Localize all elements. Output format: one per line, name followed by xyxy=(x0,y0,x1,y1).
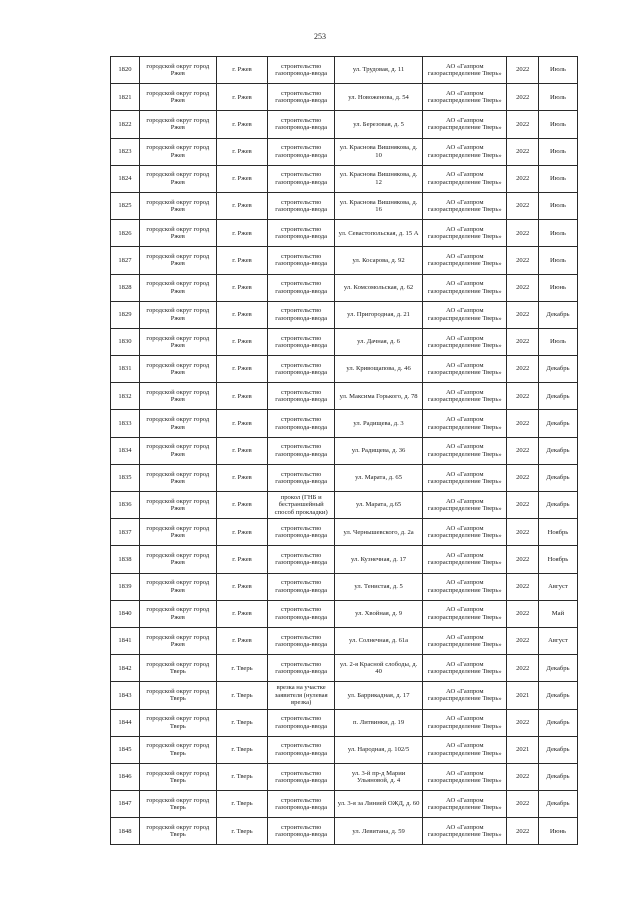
month-cell: Июнь xyxy=(538,274,577,301)
work-type-cell: строительство газопровода-ввода xyxy=(268,573,335,600)
address-cell: ул. Максима Горького, д. 78 xyxy=(335,383,423,410)
address-cell: ул. Косарова, д. 92 xyxy=(335,247,423,274)
town-cell: г. Ржев xyxy=(216,410,268,437)
district-cell: городской округ город Ржев xyxy=(139,492,216,519)
table-row xyxy=(111,138,578,165)
district-cell: городской округ город Тверь xyxy=(139,709,216,736)
address-cell: ул. Кузнечная, д. 17 xyxy=(335,546,423,573)
district-cell: городской округ город Ржев xyxy=(139,437,216,464)
work-type-cell: строительство газопровода-ввода xyxy=(268,301,335,328)
table-row xyxy=(111,356,578,383)
address-cell: ул. Трудовая, д. 11 xyxy=(335,57,423,84)
organization-cell: АО «Газпром газораспределение Тверь» xyxy=(423,192,507,219)
town-cell: г. Тверь xyxy=(216,709,268,736)
organization-cell: АО «Газпром газораспределение Тверь» xyxy=(423,655,507,682)
registry-table-body xyxy=(111,57,578,845)
row-number-cell: 1846 xyxy=(111,763,140,790)
town-cell: г. Тверь xyxy=(216,763,268,790)
work-type-cell: строительство газопровода-ввода xyxy=(268,736,335,763)
row-number-cell: 1845 xyxy=(111,736,140,763)
address-cell: ул. Народная, д. 102/5 xyxy=(335,736,423,763)
year-cell: 2022 xyxy=(507,383,538,410)
row-number-cell: 1831 xyxy=(111,356,140,383)
town-cell: г. Тверь xyxy=(216,682,268,709)
table-row xyxy=(111,492,578,519)
month-cell: Декабрь xyxy=(538,682,577,709)
organization-cell: АО «Газпром газораспределение Тверь» xyxy=(423,736,507,763)
address-cell: ул. Комсомольская, д. 62 xyxy=(335,274,423,301)
district-cell: городской округ город Тверь xyxy=(139,682,216,709)
year-cell: 2022 xyxy=(507,220,538,247)
year-cell: 2021 xyxy=(507,736,538,763)
district-cell: городской округ город Ржев xyxy=(139,546,216,573)
row-number-cell: 1829 xyxy=(111,301,140,328)
table-row xyxy=(111,301,578,328)
district-cell: городской округ город Ржев xyxy=(139,220,216,247)
table-row xyxy=(111,600,578,627)
address-cell: ул. Новоженова, д. 54 xyxy=(335,84,423,111)
row-number-cell: 1835 xyxy=(111,464,140,491)
month-cell: Декабрь xyxy=(538,492,577,519)
organization-cell: АО «Газпром газораспределение Тверь» xyxy=(423,410,507,437)
district-cell: городской округ город Ржев xyxy=(139,627,216,654)
row-number-cell: 1834 xyxy=(111,437,140,464)
month-cell: Декабрь xyxy=(538,410,577,437)
year-cell: 2022 xyxy=(507,301,538,328)
row-number-cell: 1839 xyxy=(111,573,140,600)
town-cell: г. Тверь xyxy=(216,736,268,763)
address-cell: ул. Марата, д.65 xyxy=(335,492,423,519)
organization-cell: АО «Газпром газораспределение Тверь» xyxy=(423,763,507,790)
row-number-cell: 1820 xyxy=(111,57,140,84)
district-cell: городской округ город Ржев xyxy=(139,600,216,627)
work-type-cell: врезка на участке заявителя (нулевая врезка) xyxy=(268,682,335,709)
district-cell: городской округ город Тверь xyxy=(139,791,216,818)
address-cell: ул. Краснова Вишнякова, д. 12 xyxy=(335,165,423,192)
address-cell: ул. Севастопольская, д. 15 А xyxy=(335,220,423,247)
town-cell: г. Тверь xyxy=(216,791,268,818)
address-cell: ул. Пригородная, д. 21 xyxy=(335,301,423,328)
town-cell: г. Ржев xyxy=(216,573,268,600)
organization-cell: АО «Газпром газораспределение Тверь» xyxy=(423,356,507,383)
year-cell: 2022 xyxy=(507,247,538,274)
district-cell: городской округ город Ржев xyxy=(139,301,216,328)
year-cell: 2022 xyxy=(507,709,538,736)
town-cell: г. Ржев xyxy=(216,600,268,627)
work-type-cell: строительство газопровода-ввода xyxy=(268,655,335,682)
work-type-cell: строительство газопровода-ввода xyxy=(268,791,335,818)
year-cell: 2022 xyxy=(507,192,538,219)
row-number-cell: 1825 xyxy=(111,192,140,219)
year-cell: 2022 xyxy=(507,546,538,573)
row-number-cell: 1847 xyxy=(111,791,140,818)
month-cell: Декабрь xyxy=(538,383,577,410)
town-cell: г. Ржев xyxy=(216,220,268,247)
organization-cell: АО «Газпром газораспределение Тверь» xyxy=(423,383,507,410)
organization-cell: АО «Газпром газораспределение Тверь» xyxy=(423,301,507,328)
town-cell: г. Ржев xyxy=(216,627,268,654)
work-type-cell: строительство газопровода-ввода xyxy=(268,356,335,383)
organization-cell: АО «Газпром газораспределение Тверь» xyxy=(423,818,507,845)
work-type-cell: строительство газопровода-ввода xyxy=(268,546,335,573)
work-type-cell: строительство газопровода-ввода xyxy=(268,600,335,627)
organization-cell: АО «Газпром газораспределение Тверь» xyxy=(423,437,507,464)
town-cell: г. Ржев xyxy=(216,111,268,138)
organization-cell: АО «Газпром газораспределение Тверь» xyxy=(423,84,507,111)
table-row xyxy=(111,247,578,274)
town-cell: г. Ржев xyxy=(216,274,268,301)
organization-cell: АО «Газпром газораспределение Тверь» xyxy=(423,573,507,600)
month-cell: Декабрь xyxy=(538,437,577,464)
row-number-cell: 1840 xyxy=(111,600,140,627)
organization-cell: АО «Газпром газораспределение Тверь» xyxy=(423,519,507,546)
table-row xyxy=(111,736,578,763)
district-cell: городской округ город Ржев xyxy=(139,247,216,274)
year-cell: 2022 xyxy=(507,763,538,790)
town-cell: г. Ржев xyxy=(216,84,268,111)
table-row xyxy=(111,328,578,355)
month-cell: Декабрь xyxy=(538,655,577,682)
year-cell: 2022 xyxy=(507,655,538,682)
year-cell: 2022 xyxy=(507,600,538,627)
table-row xyxy=(111,627,578,654)
table-row xyxy=(111,573,578,600)
table-row xyxy=(111,437,578,464)
row-number-cell: 1841 xyxy=(111,627,140,654)
work-type-cell: строительство газопровода-ввода xyxy=(268,57,335,84)
year-cell: 2022 xyxy=(507,84,538,111)
year-cell: 2022 xyxy=(507,437,538,464)
row-number-cell: 1843 xyxy=(111,682,140,709)
year-cell: 2022 xyxy=(507,464,538,491)
year-cell: 2022 xyxy=(507,791,538,818)
town-cell: г. Тверь xyxy=(216,655,268,682)
month-cell: Декабрь xyxy=(538,464,577,491)
organization-cell: АО «Газпром газораспределение Тверь» xyxy=(423,111,507,138)
organization-cell: АО «Газпром газораспределение Тверь» xyxy=(423,627,507,654)
organization-cell: АО «Газпром газораспределение Тверь» xyxy=(423,492,507,519)
address-cell: ул. Баррикадная, д. 17 xyxy=(335,682,423,709)
row-number-cell: 1833 xyxy=(111,410,140,437)
month-cell: Июль xyxy=(538,165,577,192)
work-type-cell: строительство газопровода-ввода xyxy=(268,111,335,138)
district-cell: городской округ город Тверь xyxy=(139,818,216,845)
year-cell: 2022 xyxy=(507,138,538,165)
row-number-cell: 1828 xyxy=(111,274,140,301)
organization-cell: АО «Газпром газораспределение Тверь» xyxy=(423,600,507,627)
table-row xyxy=(111,220,578,247)
district-cell: городской округ город Ржев xyxy=(139,573,216,600)
table-row xyxy=(111,546,578,573)
month-cell: Июль xyxy=(538,84,577,111)
table-row xyxy=(111,818,578,845)
table-row xyxy=(111,763,578,790)
organization-cell: АО «Газпром газораспределение Тверь» xyxy=(423,791,507,818)
district-cell: городской округ город Ржев xyxy=(139,519,216,546)
district-cell: городской округ город Ржев xyxy=(139,274,216,301)
year-cell: 2022 xyxy=(507,519,538,546)
work-type-cell: строительство газопровода-ввода xyxy=(268,274,335,301)
address-cell: ул. Радищева, д. 36 xyxy=(335,437,423,464)
town-cell: г. Ржев xyxy=(216,464,268,491)
year-cell: 2022 xyxy=(507,627,538,654)
month-cell: Июль xyxy=(538,111,577,138)
table-row xyxy=(111,383,578,410)
district-cell: городской округ город Ржев xyxy=(139,356,216,383)
table-row xyxy=(111,84,578,111)
month-cell: Август xyxy=(538,627,577,654)
organization-cell: АО «Газпром газораспределение Тверь» xyxy=(423,328,507,355)
town-cell: г. Ржев xyxy=(216,301,268,328)
row-number-cell: 1842 xyxy=(111,655,140,682)
page-number: 253 xyxy=(314,32,326,41)
row-number-cell: 1848 xyxy=(111,818,140,845)
address-cell: ул. Чернышевского, д. 2а xyxy=(335,519,423,546)
table-row xyxy=(111,709,578,736)
month-cell: Декабрь xyxy=(538,736,577,763)
address-cell: ул. Краснова Вишнякова, д. 16 xyxy=(335,192,423,219)
work-type-cell: прокол (ГНБ и бестраншейный способ прокладки) xyxy=(268,492,335,519)
row-number-cell: 1826 xyxy=(111,220,140,247)
table-row xyxy=(111,165,578,192)
month-cell: Ноябрь xyxy=(538,546,577,573)
table-row xyxy=(111,791,578,818)
table-row xyxy=(111,464,578,491)
organization-cell: АО «Газпром газораспределение Тверь» xyxy=(423,57,507,84)
month-cell: Июль xyxy=(538,192,577,219)
year-cell: 2022 xyxy=(507,274,538,301)
table-row xyxy=(111,111,578,138)
work-type-cell: строительство газопровода-ввода xyxy=(268,84,335,111)
town-cell: г. Ржев xyxy=(216,546,268,573)
row-number-cell: 1836 xyxy=(111,492,140,519)
town-cell: г. Тверь xyxy=(216,818,268,845)
work-type-cell: строительство газопровода-ввода xyxy=(268,328,335,355)
district-cell: городской округ город Тверь xyxy=(139,655,216,682)
organization-cell: АО «Газпром газораспределение Тверь» xyxy=(423,220,507,247)
month-cell: Декабрь xyxy=(538,301,577,328)
table-row xyxy=(111,410,578,437)
district-cell: городской округ город Ржев xyxy=(139,192,216,219)
district-cell: городской округ город Ржев xyxy=(139,165,216,192)
town-cell: г. Ржев xyxy=(216,192,268,219)
year-cell: 2022 xyxy=(507,57,538,84)
work-type-cell: строительство газопровода-ввода xyxy=(268,138,335,165)
year-cell: 2022 xyxy=(507,492,538,519)
town-cell: г. Ржев xyxy=(216,138,268,165)
address-cell: ул. 2-я Красной слободы, д. 40 xyxy=(335,655,423,682)
month-cell: Июль xyxy=(538,57,577,84)
row-number-cell: 1823 xyxy=(111,138,140,165)
month-cell: Декабрь xyxy=(538,763,577,790)
row-number-cell: 1844 xyxy=(111,709,140,736)
town-cell: г. Ржев xyxy=(216,247,268,274)
year-cell: 2022 xyxy=(507,818,538,845)
district-cell: городской округ город Ржев xyxy=(139,138,216,165)
district-cell: городской округ город Ржев xyxy=(139,84,216,111)
town-cell: г. Ржев xyxy=(216,165,268,192)
table-row xyxy=(111,655,578,682)
month-cell: Август xyxy=(538,573,577,600)
row-number-cell: 1838 xyxy=(111,546,140,573)
organization-cell: АО «Газпром газораспределение Тверь» xyxy=(423,682,507,709)
work-type-cell: строительство газопровода-ввода xyxy=(268,437,335,464)
month-cell: Июль xyxy=(538,247,577,274)
month-cell: Декабрь xyxy=(538,709,577,736)
work-type-cell: строительство газопровода-ввода xyxy=(268,709,335,736)
address-cell: ул. Марата, д. 65 xyxy=(335,464,423,491)
row-number-cell: 1830 xyxy=(111,328,140,355)
month-cell: Декабрь xyxy=(538,791,577,818)
month-cell: Июль xyxy=(538,138,577,165)
work-type-cell: строительство газопровода-ввода xyxy=(268,410,335,437)
district-cell: городской округ город Тверь xyxy=(139,736,216,763)
organization-cell: АО «Газпром газораспределение Тверь» xyxy=(423,709,507,736)
year-cell: 2022 xyxy=(507,410,538,437)
district-cell: городской округ город Ржев xyxy=(139,328,216,355)
organization-cell: АО «Газпром газораспределение Тверь» xyxy=(423,165,507,192)
address-cell: ул. 3-я за Линией ОЖД, д. 60 xyxy=(335,791,423,818)
address-cell: ул. Тенистая, д. 5 xyxy=(335,573,423,600)
address-cell: ул. Солнечная, д. 61а xyxy=(335,627,423,654)
work-type-cell: строительство газопровода-ввода xyxy=(268,220,335,247)
work-type-cell: строительство газопровода-ввода xyxy=(268,383,335,410)
address-cell: ул. Левитана, д. 59 xyxy=(335,818,423,845)
district-cell: городской округ город Ржев xyxy=(139,57,216,84)
organization-cell: АО «Газпром газораспределение Тверь» xyxy=(423,247,507,274)
year-cell: 2022 xyxy=(507,165,538,192)
district-cell: городской округ город Ржев xyxy=(139,410,216,437)
year-cell: 2022 xyxy=(507,111,538,138)
month-cell: Июль xyxy=(538,220,577,247)
work-type-cell: строительство газопровода-ввода xyxy=(268,165,335,192)
address-cell: ул. Хвойная, д. 9 xyxy=(335,600,423,627)
month-cell: Май xyxy=(538,600,577,627)
town-cell: г. Ржев xyxy=(216,519,268,546)
month-cell: Декабрь xyxy=(538,356,577,383)
table-row xyxy=(111,274,578,301)
row-number-cell: 1832 xyxy=(111,383,140,410)
organization-cell: АО «Газпром газораспределение Тверь» xyxy=(423,274,507,301)
year-cell: 2021 xyxy=(507,682,538,709)
town-cell: г. Ржев xyxy=(216,356,268,383)
address-cell: ул. Кривощапова, д. 46 xyxy=(335,356,423,383)
year-cell: 2022 xyxy=(507,573,538,600)
district-cell: городской округ город Тверь xyxy=(139,763,216,790)
town-cell: г. Ржев xyxy=(216,492,268,519)
month-cell: Июль xyxy=(538,328,577,355)
month-cell: Ноябрь xyxy=(538,519,577,546)
town-cell: г. Ржев xyxy=(216,328,268,355)
work-type-cell: строительство газопровода-ввода xyxy=(268,818,335,845)
town-cell: г. Ржев xyxy=(216,383,268,410)
work-type-cell: строительство газопровода-ввода xyxy=(268,247,335,274)
organization-cell: АО «Газпром газораспределение Тверь» xyxy=(423,546,507,573)
row-number-cell: 1837 xyxy=(111,519,140,546)
year-cell: 2022 xyxy=(507,356,538,383)
address-cell: ул. Краснова Вишнякова, д. 10 xyxy=(335,138,423,165)
month-cell: Июнь xyxy=(538,818,577,845)
district-cell: городской округ город Ржев xyxy=(139,111,216,138)
row-number-cell: 1821 xyxy=(111,84,140,111)
town-cell: г. Ржев xyxy=(216,437,268,464)
year-cell: 2022 xyxy=(507,328,538,355)
address-cell: ул. Березовая, д. 5 xyxy=(335,111,423,138)
work-type-cell: строительство газопровода-ввода xyxy=(268,627,335,654)
organization-cell: АО «Газпром газораспределение Тверь» xyxy=(423,464,507,491)
district-cell: городской округ город Ржев xyxy=(139,383,216,410)
table-row xyxy=(111,682,578,709)
gas-pipeline-registry-table xyxy=(110,56,578,845)
row-number-cell: 1824 xyxy=(111,165,140,192)
address-cell: п. Литвинки, д. 19 xyxy=(335,709,423,736)
town-cell: г. Ржев xyxy=(216,57,268,84)
work-type-cell: строительство газопровода-ввода xyxy=(268,519,335,546)
row-number-cell: 1822 xyxy=(111,111,140,138)
work-type-cell: строительство газопровода-ввода xyxy=(268,763,335,790)
address-cell: ул. Радищева, д. 3 xyxy=(335,410,423,437)
table-row xyxy=(111,57,578,84)
organization-cell: АО «Газпром газораспределение Тверь» xyxy=(423,138,507,165)
work-type-cell: строительство газопровода-ввода xyxy=(268,464,335,491)
table-row xyxy=(111,519,578,546)
address-cell: ул. 3-й пр-д Марии Ульяновой, д. 4 xyxy=(335,763,423,790)
work-type-cell: строительство газопровода-ввода xyxy=(268,192,335,219)
row-number-cell: 1827 xyxy=(111,247,140,274)
table-row xyxy=(111,192,578,219)
address-cell: ул. Дачная, д. 6 xyxy=(335,328,423,355)
district-cell: городской округ город Ржев xyxy=(139,464,216,491)
